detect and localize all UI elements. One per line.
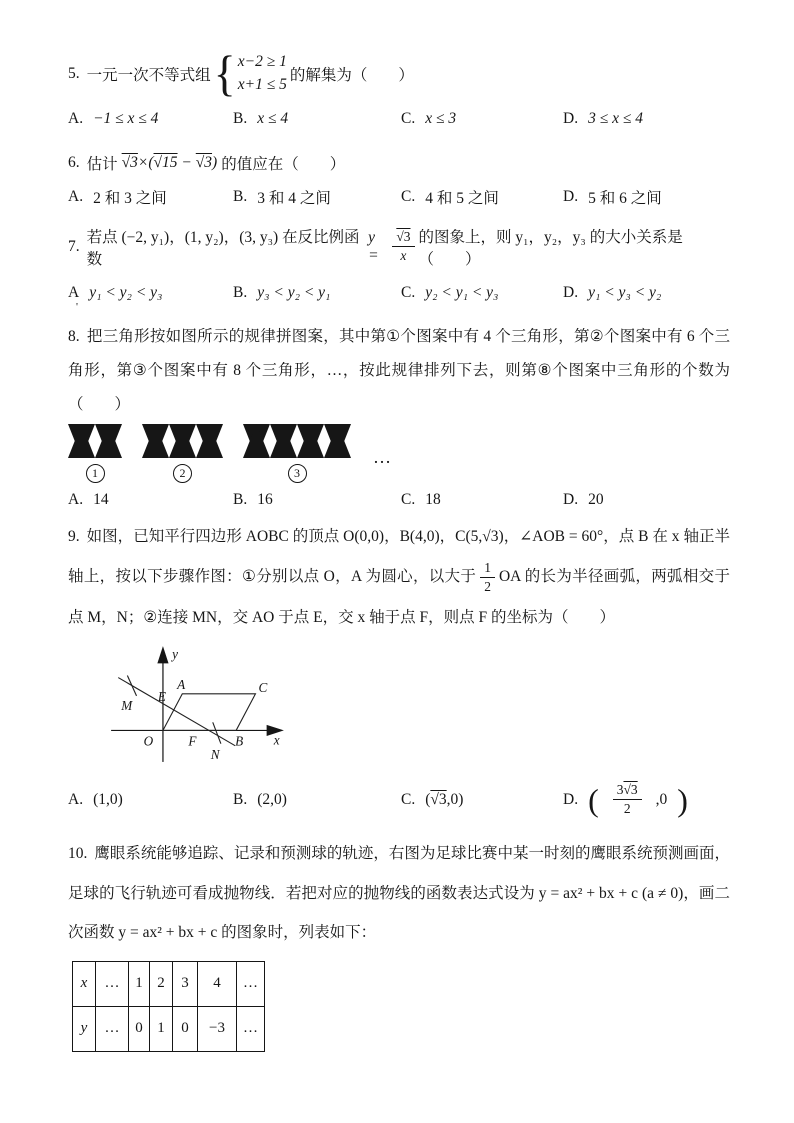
stray-mark: ' [76, 300, 78, 313]
q7-lhs: y = [368, 228, 379, 264]
q9-options [68, 781, 730, 818]
cell: 0 [173, 1006, 198, 1051]
system-line-1: x−2 ≥ 1 [237, 53, 287, 71]
q8-stem [68, 320, 730, 422]
q10-stem [68, 834, 730, 953]
q6-suffix: 的值应在（ ） [221, 155, 346, 173]
q9-stem [68, 517, 730, 638]
cell: 1 [129, 961, 150, 1006]
option-text: y₁ < y₂ < y₃ [89, 283, 163, 301]
table-row-y [73, 1006, 265, 1051]
row-header-y: y [73, 1006, 96, 1051]
option-b [233, 491, 401, 509]
option-a [68, 791, 233, 809]
option-text: 16 [257, 490, 273, 508]
option-label: B. [233, 109, 248, 127]
option-text: x ≤ 3 [425, 109, 457, 127]
cell: … [96, 961, 129, 1006]
big-paren-close: ) [677, 781, 688, 818]
arc-mark-M-icon [127, 675, 136, 695]
system-line-2: x+1 ≤ 5 [237, 76, 287, 94]
option-label: A [68, 283, 80, 301]
option-rest: ,0) [446, 790, 464, 808]
label-E: E [157, 688, 166, 704]
option-label: B. [233, 283, 248, 301]
option-text: 3 ≤ x ≤ 4 [588, 109, 643, 127]
question-10 [68, 834, 730, 1052]
q5-stem [68, 45, 730, 102]
coefficient: 3 [616, 781, 624, 797]
cell: … [237, 961, 265, 1006]
q7-number: 7. [68, 237, 80, 255]
circled-number-3: 3 [288, 464, 307, 483]
fraction-numerator [613, 781, 642, 800]
option-text: (2,0) [257, 790, 287, 808]
system-lines [238, 53, 287, 94]
option-b [233, 791, 401, 809]
row-header-x: x [73, 961, 96, 1006]
option-d [563, 186, 730, 208]
q9-text-1: 如图，已知平行四边形 AOBC 的顶点 O(0,0)，B(4,0)，C(5,√3)，∠AOB = 60°，点 B 在 x 轴正半轴上，按以下步骤作图：①分别以点 O，A 为圆心，以大于 [68, 527, 730, 586]
option-d [563, 491, 730, 509]
q9-construction-figure [72, 642, 322, 766]
q6-formula [122, 154, 218, 172]
triangle-pattern-2 [142, 424, 223, 458]
formula-part: ×( [137, 153, 154, 171]
question-6 [68, 152, 730, 208]
option-text: y₂ < y₁ < y₃ [425, 283, 499, 301]
cell: −3 [198, 1006, 237, 1051]
option-label: B. [233, 187, 248, 205]
q8-options [68, 491, 730, 509]
q5-number: 5. [68, 64, 80, 82]
option-a [68, 491, 233, 509]
option-label: C. [401, 790, 416, 808]
option-a [68, 110, 233, 128]
label-C: C [258, 679, 268, 695]
pattern-ellipsis: … [373, 446, 393, 467]
q6-number: 6. [68, 153, 80, 171]
option-label: D. [563, 790, 579, 808]
option-text: 2 和 3 之间 [93, 189, 167, 207]
label-y: y [172, 646, 178, 662]
option-d-fraction [613, 781, 642, 818]
q8-number: 8. [68, 327, 80, 345]
option-label: B. [233, 790, 248, 808]
pattern-2 [142, 424, 223, 483]
fraction-numerator: 1 [480, 559, 495, 578]
y-axis-arrow-icon [157, 646, 168, 663]
option-label: D. [563, 187, 579, 205]
q9-text-2: OA 的长为半径画弧，两弧相交于点 M，N；②连接 MN，交 AO 于点 E，交 x 轴于点 F，则点 F 的坐标为（ ） [68, 568, 730, 626]
fraction-numerator: √3 [392, 228, 414, 247]
q6-prefix: 估计 [86, 155, 118, 173]
option-label: B. [233, 490, 248, 508]
label-N: N [210, 746, 220, 762]
option-text: x ≤ 4 [257, 109, 289, 127]
cell: … [237, 1006, 265, 1051]
label-F: F [188, 733, 197, 749]
q5-options [68, 110, 730, 128]
formula-part: − [177, 153, 196, 171]
option-d [563, 781, 730, 818]
q8-figure [68, 424, 730, 483]
label-x: x [273, 732, 280, 748]
pattern-label-row [142, 464, 223, 483]
formula-part: ) [212, 153, 218, 171]
radical-3b: √3 [195, 153, 213, 171]
option-label: C. [401, 283, 416, 301]
option-c [401, 491, 563, 509]
q9-number: 9. [68, 527, 80, 545]
option-text: 14 [93, 490, 109, 508]
question-7 [68, 222, 730, 314]
option-label: A. [68, 490, 84, 508]
cell: 0 [129, 1006, 150, 1051]
option-text: (1,0) [93, 790, 123, 808]
radical-3: √3 [623, 781, 638, 797]
label-M: M [121, 697, 133, 713]
option-text: −1 ≤ x ≤ 4 [93, 109, 159, 127]
big-paren-open: ( [588, 781, 599, 818]
q10-text: 鹰眼系统能够追踪、记录和预测球的轨迹，右图为足球比赛中某一时刻的鹰眼系统预测画面，足球的飞行轨迹可看成抛物线．若把对应的抛物线的函数表达式设为 y = ax² + bx + c (a ≠ 0)，画二次函数 y = ax² + bx + c 的图象时，列表如下： [68, 845, 730, 942]
option-text [425, 791, 463, 809]
q10-value-table [72, 961, 265, 1052]
q7-text-1: 若点 (−2, y₁)，(1, y₂)，(3, y₃) 在反比例函数 [86, 228, 360, 268]
q5-suffix: 的解集为（ ） [289, 66, 414, 84]
label-B: B [235, 733, 244, 749]
q7-text-2: 的图象上，则 y₁，y₂，y₃ 的大小关系是（ ） [418, 228, 683, 268]
radical-3: √3 [121, 153, 138, 171]
question-9 [68, 517, 730, 818]
option-a [68, 186, 233, 208]
option-label: C. [401, 109, 416, 127]
option-rest: ,0 [655, 790, 668, 808]
pattern-label-row [243, 464, 351, 483]
inequality-system [213, 45, 287, 102]
fraction-denominator: 2 [623, 801, 631, 817]
brace-glyph: { [213, 45, 236, 102]
option-c [401, 284, 563, 302]
q10-number: 10. [68, 845, 88, 863]
cell: 4 [198, 961, 237, 1006]
option-label: A. [68, 109, 84, 127]
option-label: D. [563, 283, 579, 301]
q7-fraction [392, 228, 414, 265]
option-d [563, 110, 730, 128]
circled-number-2: 2 [173, 464, 192, 483]
pattern-1 [68, 424, 122, 483]
option-b [233, 110, 401, 128]
pattern-label-row [68, 464, 122, 483]
option-label: C. [401, 490, 416, 508]
q7-stem [68, 222, 730, 272]
option-text: 18 [425, 490, 441, 508]
paren-open: ( [425, 790, 431, 808]
option-label: A. [68, 790, 84, 808]
option-b [233, 284, 401, 302]
option-label: A. [68, 187, 84, 205]
option-text: 5 和 6 之间 [588, 189, 662, 207]
option-label: C. [401, 187, 416, 205]
circled-number-1: 1 [86, 464, 105, 483]
option-b [233, 186, 401, 208]
cell: 1 [150, 1006, 173, 1051]
q6-options [68, 186, 730, 208]
table-row-x [73, 961, 265, 1006]
option-text: y₁ < y₃ < y₂ [588, 283, 662, 301]
fraction-denominator: 2 [484, 579, 491, 595]
option-text: y₃ < y₂ < y₁ [257, 283, 331, 301]
label-A: A [177, 676, 186, 692]
cell: 3 [173, 961, 198, 1006]
q7-options [68, 284, 730, 302]
fraction-denominator: x [400, 248, 407, 264]
option-text: 4 和 5 之间 [425, 189, 499, 207]
question-8 [68, 320, 730, 509]
option-text: 3 和 4 之间 [257, 189, 331, 207]
q6-stem [68, 152, 730, 174]
option-c [401, 791, 563, 809]
option-d [563, 284, 730, 302]
option-a [68, 284, 233, 302]
option-c [401, 186, 563, 208]
triangle-pattern-1 [68, 424, 122, 458]
cell: … [96, 1006, 129, 1051]
triangle-pattern-3 [243, 424, 351, 458]
option-label: D. [563, 109, 579, 127]
radical-3: √3 [430, 790, 447, 808]
q9-half-fraction [480, 559, 495, 596]
q5-prefix: 一元一次不等式组 [86, 66, 211, 84]
option-text: 20 [588, 490, 604, 508]
option-c [401, 110, 563, 128]
question-5 [68, 45, 730, 128]
pattern-3 [243, 424, 351, 483]
label-O: O [143, 733, 154, 749]
q8-text: 把三角形按如图所示的规律拼图案，其中第①个图案中有 4 个三角形，第②个图案中有 6 个三角形，第③个图案中有 8 个三角形，…，按此规律排列下去，则第⑧个图案中三角形的个数为（ ） [68, 327, 730, 413]
option-label: D. [563, 490, 579, 508]
radical-15: √15 [153, 153, 178, 171]
cell: 2 [150, 961, 173, 1006]
